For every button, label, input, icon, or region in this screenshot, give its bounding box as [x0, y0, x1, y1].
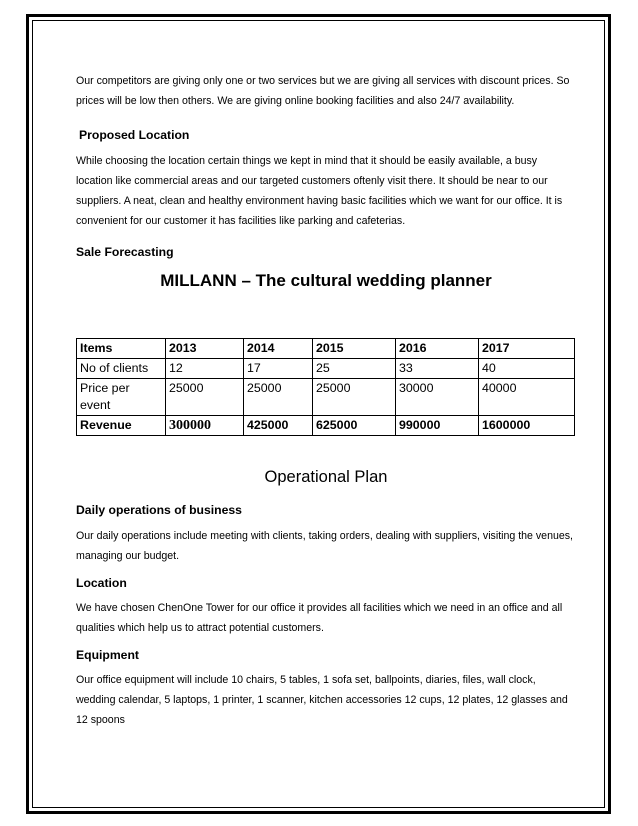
table-cell: Items [77, 339, 166, 359]
table-cell: No of clients [77, 359, 166, 379]
table-cell: 1600000 [479, 416, 575, 436]
daily-operations-paragraph: Our daily operations include meeting with clients, taking orders, dealing with suppliers, visiting the venues, managing our budget. [76, 530, 573, 562]
table-row [77, 416, 575, 436]
table-header-row [77, 339, 575, 359]
proposed-location-heading: Proposed Location [79, 128, 190, 142]
table-cell: Price per event [77, 379, 166, 416]
equipment-paragraph: Our office equipment will include 10 chairs, 5 tables, 1 sofa set, ballpoints, diaries, files, wall clock, wedding calendar, 5 laptops, 1 printer, 1 scanner, kitchen accessories 12 cups, 12 plates, 12 glasses and 12 spoons [76, 674, 568, 726]
table-cell: 300000 [166, 416, 244, 436]
table-cell: 2013 [166, 339, 244, 359]
intro-paragraph: Our competitors are giving only one or two services but we are giving all services with discount prices. So prices will be low then others. We are giving online booking facilities and also 24/7 availability. [76, 75, 570, 107]
table-cell: 33 [396, 359, 479, 379]
location-heading: Location [76, 576, 127, 590]
table-row [77, 359, 575, 379]
table-cell: 25 [313, 359, 396, 379]
table-cell: 40 [479, 359, 575, 379]
sales-forecast-table [76, 338, 575, 436]
table-cell: 425000 [244, 416, 313, 436]
table-cell: 40000 [479, 379, 575, 416]
operational-plan-title: Operational Plan [264, 468, 388, 486]
table-row [77, 379, 575, 416]
table-cell: 17 [244, 359, 313, 379]
location-paragraph: We have chosen ChenOne Tower for our office it provides all facilities which we need in an office and all qualities which help us to attract potential customers. [76, 602, 563, 634]
table-cell: 2014 [244, 339, 313, 359]
table-cell: 12 [166, 359, 244, 379]
table-cell: 2016 [396, 339, 479, 359]
daily-operations-heading: Daily operations of business [76, 503, 242, 517]
sale-forecasting-heading: Sale Forecasting [76, 245, 174, 259]
table-cell: 2015 [313, 339, 396, 359]
table-cell: 30000 [396, 379, 479, 416]
table-cell: 25000 [313, 379, 396, 416]
table-cell: 2017 [479, 339, 575, 359]
table-cell: 25000 [244, 379, 313, 416]
table-cell: 625000 [313, 416, 396, 436]
equipment-heading: Equipment [76, 648, 139, 662]
table-cell: 990000 [396, 416, 479, 436]
document-content [76, 71, 576, 730]
table-cell: Revenue [77, 416, 166, 436]
table-cell: 25000 [166, 379, 244, 416]
proposed-location-paragraph: While choosing the location certain things we kept in mind that it should be easily available, a busy location like commercial areas and our targeted customers oftenly visit there. It should be near to our suppliers. A neat, clean and healthy environment having basic facilities which we want for our office. It is convenient for our customer it has facilities like parking and cafeterias. [76, 155, 563, 227]
forecast-title: MILLANN – The cultural wedding planner [160, 271, 492, 290]
